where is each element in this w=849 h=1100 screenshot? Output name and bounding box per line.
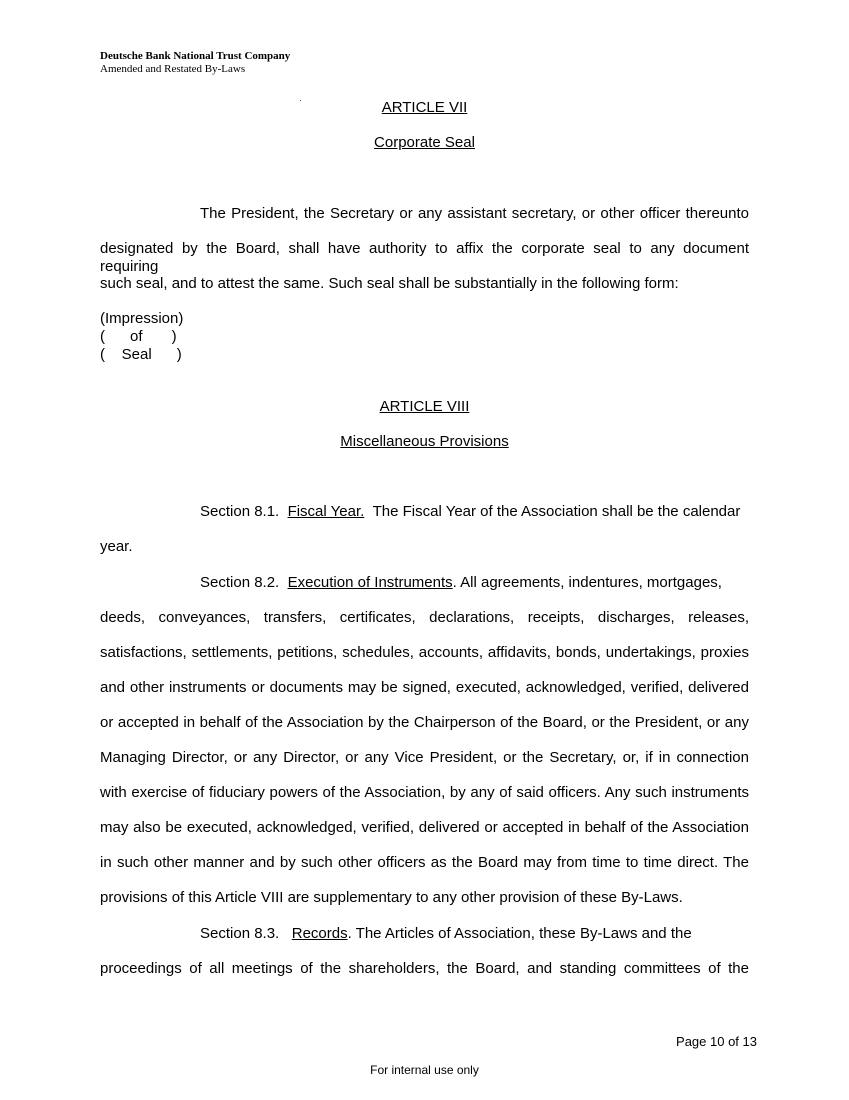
section-8-3-text: . The Articles of Association, these By-Laws and the — [347, 925, 692, 942]
section-8-3-continuation: proceedings of all meetings of the shareholders, the Board, and standing committees of the — [100, 960, 749, 977]
section-8-2-number: Section 8.2. — [200, 574, 280, 591]
section-8-2-line-6: with exercise of fiduciary powers of the Association, by any of said officers. Any such instruments — [100, 784, 749, 801]
article-8-title: ARTICLE VIII — [379, 398, 470, 415]
section-8-2-line-1: deeds, conveyances, transfers, certificates, declarations, receipts, discharges, releases, — [100, 609, 749, 626]
article-7-line-2: designated by the Board, shall have authority to affix the corporate seal to any document requiring — [100, 240, 749, 275]
section-8-2-line-3: and other instruments or documents may be signed, executed, acknowledged, verified, delivered — [100, 679, 749, 696]
section-8-2-text: . All agreements, indentures, mortgages, — [452, 574, 722, 591]
header-company: Deutsche Bank National Trust Company — [100, 50, 291, 62]
seal-line-2: ( of ) — [100, 328, 177, 345]
section-8-2-line-5: Managing Director, or any Director, or any Vice President, or the Secretary, or, if in connection — [100, 749, 749, 766]
section-8-2-line-2: satisfactions, settlements, petitions, schedules, accounts, affidavits, bonds, undertakings, proxies — [100, 644, 749, 661]
section-8-1-continuation: year. — [100, 538, 133, 555]
article-7-title: ARTICLE VII — [381, 99, 468, 116]
document-header — [100, 50, 290, 76]
article-7-line-3: such seal, and to attest the same. Such seal shall be substantially in the following form: — [100, 275, 679, 292]
article-8-subtitle: Miscellaneous Provisions — [340, 433, 509, 450]
section-8-2-line-4: or accepted in behalf of the Association by the Chairperson of the Board, or the President, or any — [100, 714, 749, 731]
section-8-3-line — [200, 925, 749, 943]
section-8-2-heading: Execution of Instruments — [287, 574, 453, 591]
page-number: Page 10 of 13 — [676, 1034, 757, 1049]
seal-line-1: (Impression) — [100, 310, 184, 327]
footer-note: For internal use only — [370, 1063, 479, 1077]
section-8-1-line — [200, 503, 749, 521]
section-8-2-line-7: may also be executed, acknowledged, verified, delivered or accepted in behalf of the Association — [100, 819, 749, 836]
section-8-1-text: The Fiscal Year of the Association shall be the calendar — [372, 503, 741, 520]
section-8-1-number: Section 8.1. — [200, 503, 280, 520]
seal-line-3: ( Seal ) — [100, 346, 182, 363]
section-8-3-heading: Records — [291, 925, 348, 942]
section-8-1-heading: Fiscal Year. — [287, 503, 365, 520]
article-7-subtitle: Corporate Seal — [374, 134, 475, 151]
section-8-2-last-line: provisions of this Article VIII are supplementary to any other provision of these By-Laws. — [100, 889, 683, 906]
article-7-line-1: The President, the Secretary or any assistant secretary, or other officer thereunto — [200, 205, 749, 222]
section-8-2-line-8: in such other manner and by such other officers as the Board may from time to time direct. The — [100, 854, 749, 871]
header-subtitle: Amended and Restated By-Laws — [100, 63, 246, 75]
section-8-2-line — [200, 574, 749, 592]
section-8-3-number: Section 8.3. — [200, 925, 280, 942]
